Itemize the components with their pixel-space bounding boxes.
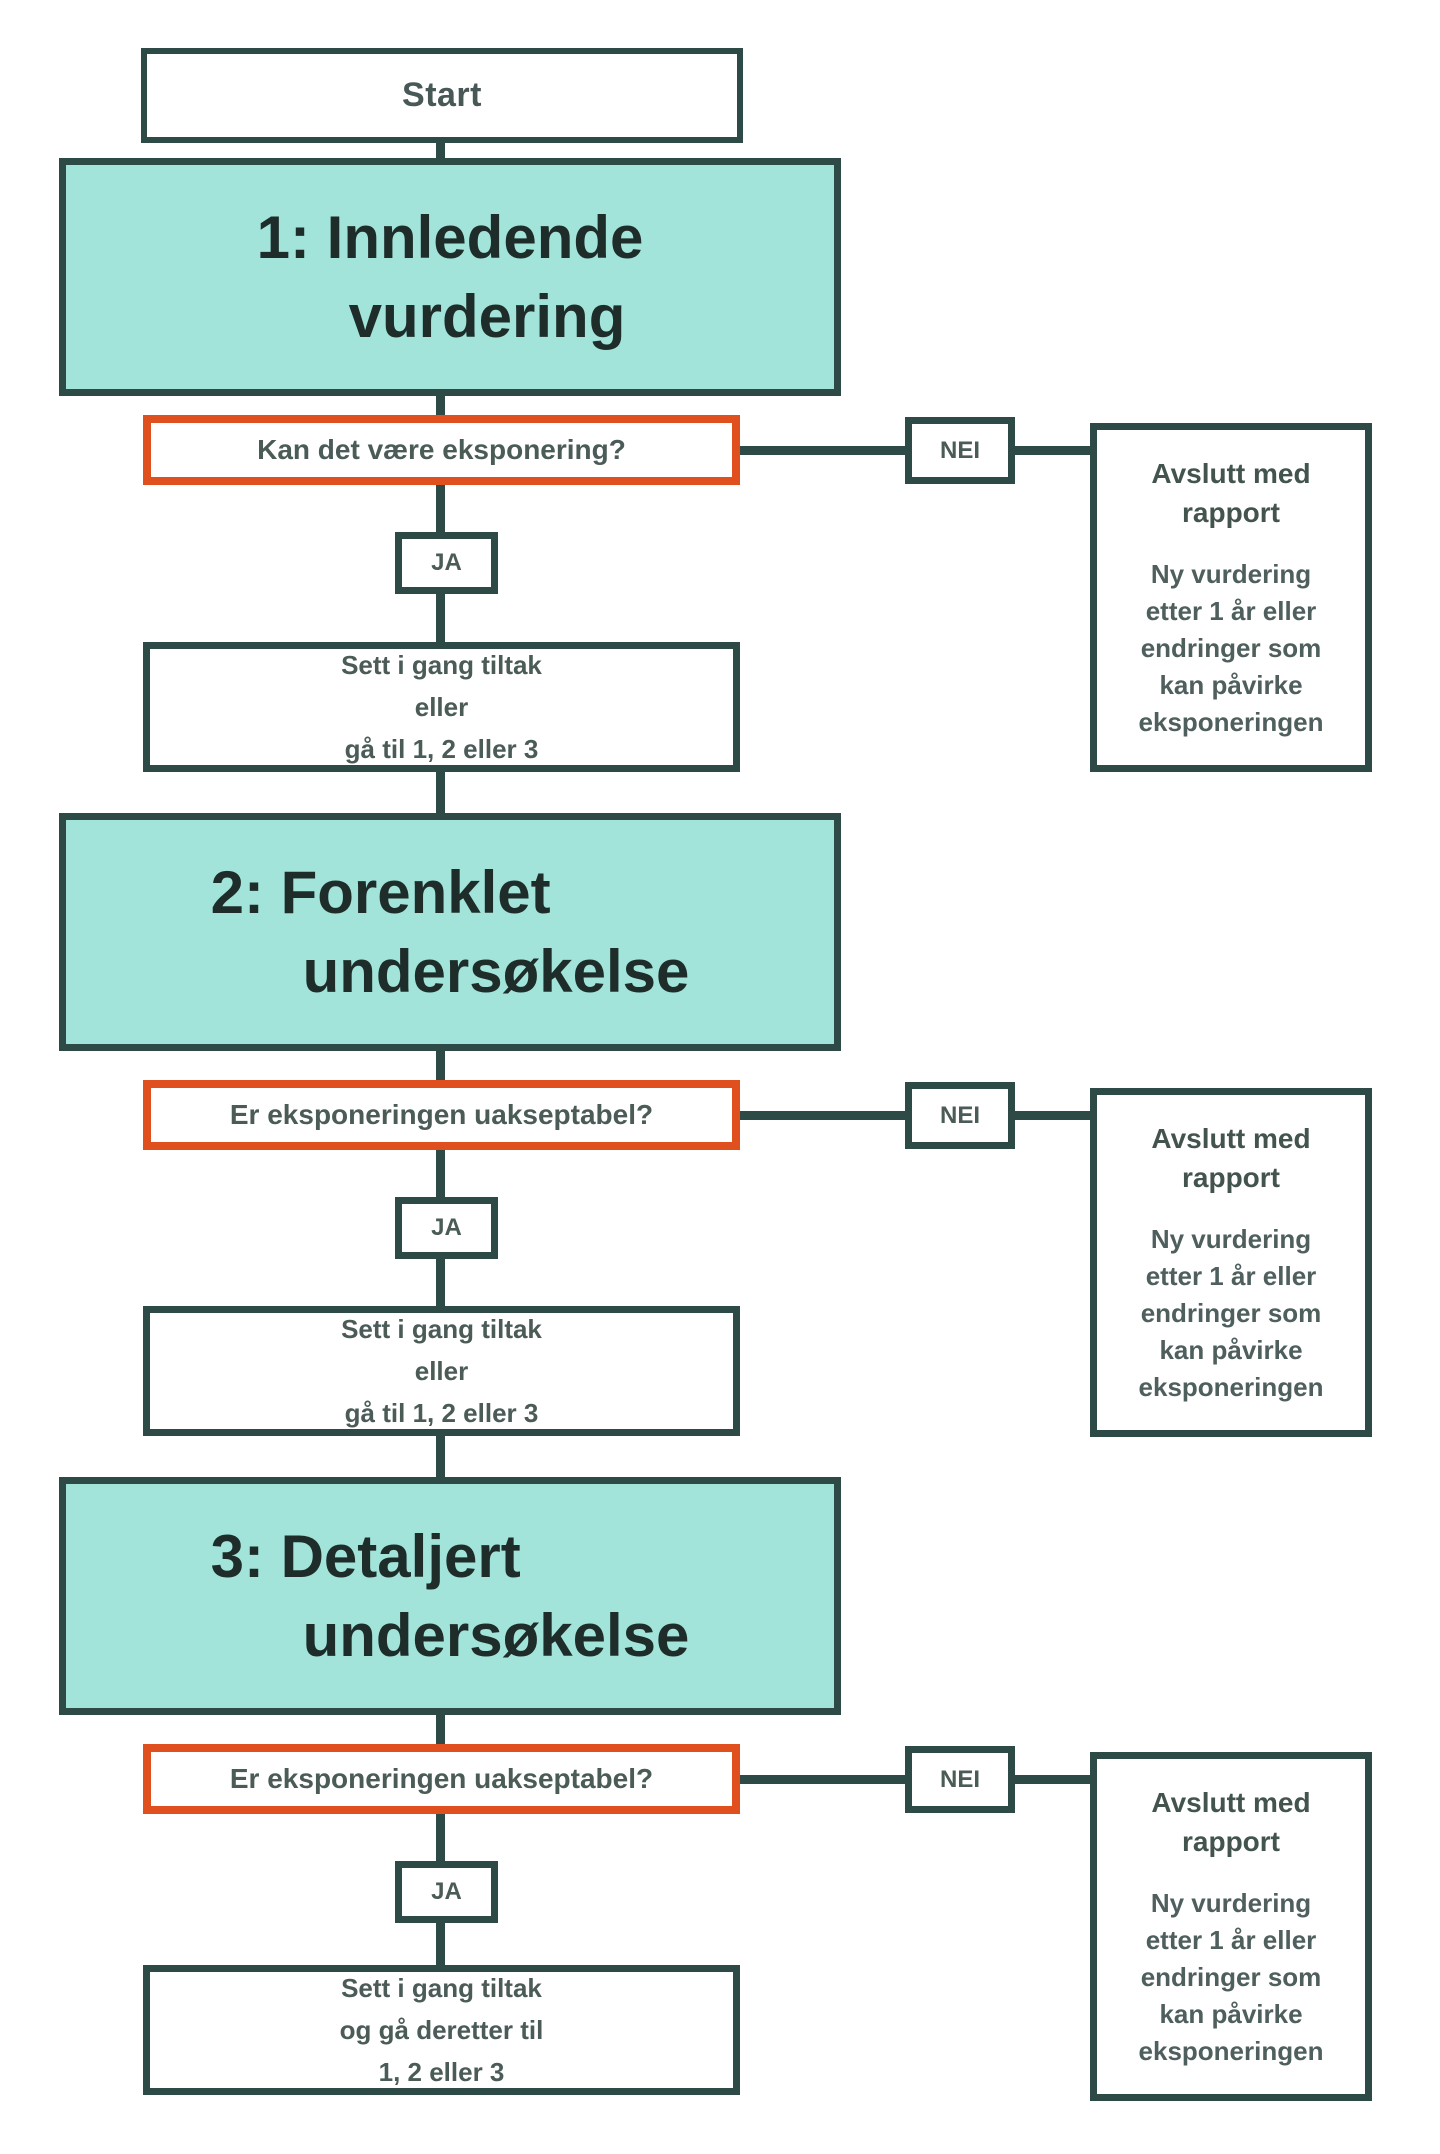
end-report-1-title-line1: Avslutt med (1151, 458, 1311, 490)
end-report-1-node (1090, 423, 1372, 772)
action-2-text (341, 1308, 542, 1434)
yes-3-node (395, 1861, 498, 1923)
connector-yes1-action1 (436, 590, 445, 647)
end-report-3-title (1151, 1783, 1310, 1861)
connector-action2-stage3 (436, 1432, 445, 1482)
end-report-1-title-line2: rapport (1182, 497, 1280, 529)
end-report-2-body-line1: Ny vurdering (1150, 1224, 1312, 1255)
start-node (141, 48, 743, 143)
question-3-label: Er eksponeringen uakseptabel? (229, 1763, 654, 1794)
connector-question2-yes2 (436, 1146, 445, 1202)
action-3-line3: 1, 2 eller 3 (378, 2057, 505, 2088)
stage-3-node (59, 1477, 841, 1715)
stage-3-title (211, 1517, 690, 1675)
stage-1-title-line1: 1: Innledende (256, 203, 644, 271)
no-2-node (905, 1082, 1015, 1149)
action-3-text (340, 1967, 544, 2093)
stage-3-title-line2: undersøkelse (302, 1602, 690, 1669)
yes-1-node (395, 532, 498, 594)
question-1-label: Kan det være eksponering? (257, 434, 626, 465)
end-report-1-body-line1: Ny vurdering (1150, 559, 1312, 590)
connector-action1-stage2 (436, 768, 445, 818)
no-3-node (905, 1746, 1015, 1813)
action-3-node (143, 1965, 740, 2095)
connector-question1-yes1 (436, 481, 445, 537)
action-2-line2: eller (414, 1355, 469, 1386)
action-2-line3: gå til 1, 2 eller 3 (344, 1398, 539, 1429)
yes-2-node (395, 1197, 498, 1259)
no-2-label: NEI (939, 1101, 980, 1129)
yes-2-label: JA (431, 1214, 462, 1241)
end-report-3-node (1090, 1752, 1372, 2101)
end-report-3-title-line1: Avslutt med (1151, 1787, 1311, 1819)
action-1-text (341, 644, 542, 770)
action-1-line3: gå til 1, 2 eller 3 (344, 734, 539, 765)
connector-yes3-action3 (436, 1919, 445, 1970)
stage-2-node (59, 813, 841, 1051)
end-report-1-title (1151, 454, 1310, 532)
start-label: Start (402, 76, 482, 114)
action-3-line1: Sett i gang tiltak (341, 1972, 542, 2003)
end-report-2-body-line4: kan påvirke (1159, 1335, 1303, 1366)
action-1-node (143, 642, 740, 772)
yes-3-label: JA (431, 1878, 462, 1905)
end-report-3-body-line5: eksponeringen (1138, 2036, 1324, 2067)
question-1-node (143, 415, 740, 485)
end-report-2-body-line3: endringer som (1140, 1298, 1322, 1329)
question-2-node (143, 1080, 740, 1150)
end-report-2-title (1151, 1119, 1310, 1197)
action-3-line2: og gå deretter til (339, 2014, 544, 2045)
no-1-label: NEI (939, 436, 980, 464)
action-1-line1: Sett i gang tiltak (341, 649, 542, 680)
action-2-line1: Sett i gang tiltak (341, 1313, 542, 1344)
end-report-2-body-line5: eksponeringen (1138, 1372, 1324, 1403)
question-3-node (143, 1744, 740, 1814)
action-1-line2: eller (414, 691, 469, 722)
no-3-label: NEI (939, 1765, 980, 1793)
stage-1-title-line2: vurdering (348, 283, 626, 350)
end-report-1-body-line5: eksponeringen (1138, 707, 1324, 738)
end-report-2-node (1090, 1088, 1372, 1437)
end-report-3-body-line3: endringer som (1140, 1962, 1322, 1993)
stage-1-title (257, 198, 644, 356)
end-report-1-body-line3: endringer som (1140, 633, 1322, 664)
end-report-2-body (1139, 1221, 1324, 1406)
stage-2-title-line2: undersøkelse (302, 938, 690, 1005)
end-report-3-body-line1: Ny vurdering (1150, 1888, 1312, 1919)
end-report-1-body-line2: etter 1 år eller (1145, 596, 1317, 627)
yes-1-label: JA (431, 549, 462, 576)
connector-question3-yes3 (436, 1810, 445, 1866)
action-2-node (143, 1306, 740, 1436)
end-report-1-body-line4: kan påvirke (1159, 670, 1303, 701)
question-2-label: Er eksponeringen uakseptabel? (229, 1099, 654, 1130)
end-report-1-body (1139, 556, 1324, 741)
end-report-2-body-line2: etter 1 år eller (1145, 1261, 1317, 1292)
stage-2-title (211, 853, 690, 1011)
end-report-3-body-line2: etter 1 år eller (1145, 1925, 1317, 1956)
end-report-2-title-line2: rapport (1182, 1162, 1280, 1194)
no-1-node (905, 417, 1015, 484)
stage-2-title-line1: 2: Forenklet (210, 858, 551, 926)
end-report-3-body (1139, 1885, 1324, 2070)
stage-1-node (59, 158, 841, 396)
end-report-3-title-line2: rapport (1182, 1826, 1280, 1858)
connector-yes2-action2 (436, 1255, 445, 1311)
end-report-3-body-line4: kan påvirke (1159, 1999, 1303, 2030)
end-report-2-title-line1: Avslutt med (1151, 1123, 1311, 1155)
stage-3-title-line1: 3: Detaljert (210, 1522, 521, 1590)
